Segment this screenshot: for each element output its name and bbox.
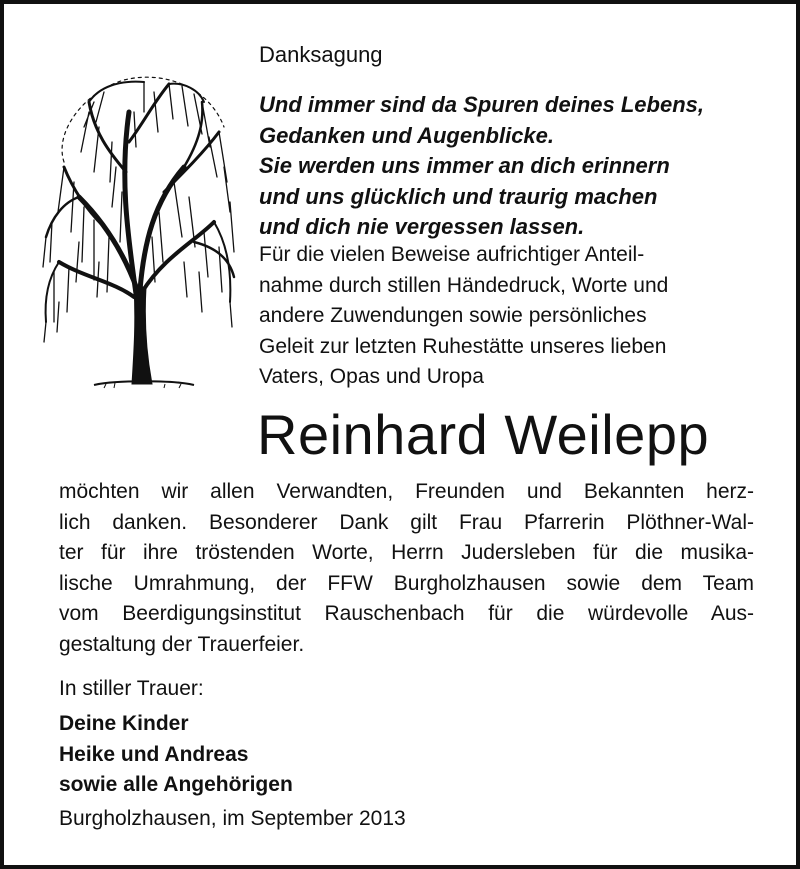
poem-line: und dich nie vergessen lassen. [259, 214, 585, 239]
intro-line: nahme durch stillen Händedruck, Worte und [259, 273, 669, 297]
poem-line: Sie werden uns immer an dich erinnern [259, 153, 670, 178]
poem-line: Gedanken und Augenblicke. [259, 122, 555, 148]
body-line: lich danken. Besonderer Dank gilt Frau Pfarrerin Plöthner-Wal- [59, 510, 754, 534]
thanks-paragraph [59, 477, 754, 660]
signer-line: Deine Kinder [59, 712, 189, 735]
body-line: gestaltung der Trauerfeier. [59, 632, 305, 656]
memorial-poem [259, 90, 704, 243]
body-line: ter für ihre tröstenden Worte, Herrn Judersleben für die musika- [59, 541, 754, 564]
intro-line: Geleit zur letzten Ruhestätte unseres lieben [259, 334, 667, 358]
intro-line: Für die vielen Beweise aufrichtiger Anteil- [259, 243, 645, 266]
body-line: vom Beerdigungsinstitut Rauschenbach für die würdevolle Aus- [59, 602, 754, 625]
signer-line: sowie alle Angehörigen [59, 773, 293, 796]
intro-line: andere Zuwendungen sowie persönliches [259, 304, 647, 327]
body-line: möchten wir allen Verwandten, Freunden und Bekannten herz- [59, 480, 754, 503]
poem-line: Und immer sind da Spuren deines Lebens, [259, 92, 704, 117]
place-date: Burgholzhausen, im September 2013 [59, 807, 406, 830]
notice-heading: Danksagung [259, 42, 383, 67]
signer-line: Heike und Andreas [59, 742, 249, 766]
body-line: lische Umrahmung, der FFW Burgholzhausen sowie dem Team [59, 571, 754, 595]
deceased-name: Reinhard Weilepp [257, 403, 710, 466]
poem-line: und uns glücklich und traurig machen [259, 183, 658, 209]
intro-line: Vaters, Opas und Uropa [259, 365, 484, 388]
weeping-willow-tree-icon [34, 72, 240, 392]
signers-list [59, 709, 293, 801]
intro-paragraph [259, 240, 753, 393]
mourning-label: In stiller Trauer: [59, 677, 204, 700]
